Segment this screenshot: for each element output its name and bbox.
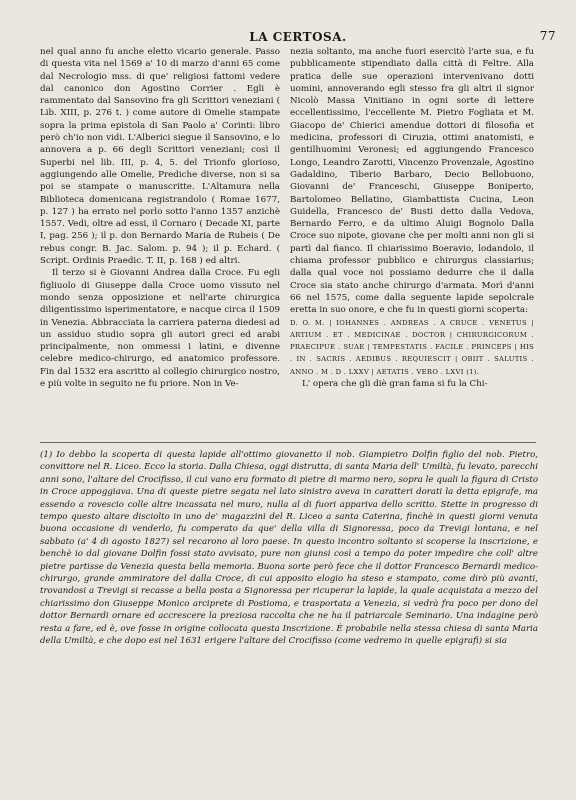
running-title: LA CERTOSA.: [249, 30, 347, 44]
body-paragraph: Il terzo si è Giovanni Andrea dalla Croce. Fu egli figliuolo di Giuseppe dalla Croce uomo vissuto nel mondo senza opposizione et nell'arte chirurgica diligentissimo isperimentatore, e nacque circa il 1509 in Venezia. Abbracciata la carriera paterna diedesi ad un assiduo studio sopra gli autori greci ed arabi principalmente, non ommessi i latini, e divenne celebre medico-chirurgo, ed anatomico professore. Fin dal 1532 era ascritto al collegio chirurgico nostro, e più volte in seguito ne fu priore. Non in Ve-: [40, 268, 280, 390]
body-paragraph: nel qual anno fu anche eletto vicario generale. Passo di questa vita nel 1569 a' 10 di marzo d'anni 65 come dal Necrologio mss. di que' religiosi fattomi vedere dal canonico don Agostino Corrier . Egli è rammentato dal Sansovino fra gli Scrittori veneziani ( Lib. XIII, p. 276 t. ) come autore di Omelie stampate sopra la prima epistola di San Paolo a' Corinti: libro però ch'io non vidi. L'Alberici siegue il Sansovino, e lo annovera a p. 66 degli Scrittori veneziani; così il Superbi nel lib. III, p. 4, 5. del Trionfo glorioso, aggiungendo alle Omelie, Prediche diverse, non si sa poi se stampate o manuscritte. L'Altamura nella Biblioteca domenicana registrandolo ( Romae 1677, p. 127 ) ha errato nel porlo sotto l'anno 1357 anzichè 1557. Vedi, oltre ad essi, il Cornaro ( Decade XI, parte I, pag. 256 ); il p. don Bernardo Maria de Rubeis ( De rebus congr. B. Jac. Salom. p. 94 ); il p. Echard. ( Script. Ordinis Praedic. T. II, p. 168 ) ed altri.: [40, 47, 280, 267]
running-head: [40, 30, 556, 44]
epitaph-inscription: D. O. M. | IOHANNES . ANDREAS . A CRUCE . VENETUS | ARTIUM . ET . MEDICINAE . DOCTOR | CHIRURGICORUM . PRAECIPUE . SUAE | TEMPESTATIS . FACILE . PRINCEPS | HIS . IN . SACRIS . AEDIBUS . REQUIESCIT | OBIIT . SALUTIS . ANNO . M . D . LXXV | AETATIS . VERO . LXVI (1).: [290, 318, 534, 376]
body-paragraph: L' opera che gli diè gran fama si fu la Chi-: [302, 379, 488, 390]
right-column: [290, 46, 534, 390]
body-paragraph: nezia soltanto, ma anche fuori esercitò l'arte sua, e fu pubblicamente stipendiato dalla città di Feltre. Alla pratica delle sue operazioni intervenivano dotti uomini, annoverando egli stesso fra gli altri il signor Nicolò Massa Vinitiano in ogni sorte di lettere eccellentissimo, l'eccellente M. Pietro Fogliata et M. Giacopo de' Chierici amendue dottori di filosofia et medicina, professori di Ciruzia, ottimi anatomisti, e gentilhuomini Veronesi; ed aggiungendo Francesco Longo, Leandro Zarotti, Vincenzo Provenzale, Agostino Gadaldino, Tiberio Barbaro, Decio Bellobuono, Giovanni de' Franceschi, Giuseppe Bonipertο, Bartolomeo Bellatino, Giambattista Cucina, Leon Guidella, Francesco de' Busti detto dalla Vedova, Bernardo Ferro, e da ultimo Aluigi Bognolo Dalla Croce suo nipote, giovane che per molti anni non gli si partì dal fianco. Il chiarissimo Boeravio, lodandolo, il chiama professor pubblico e chirurgus classiarius; dalla qual voce noi possiamo dedurre che il dalla Croce sia stato anche chirurgo d'armata. Morì d'anni 66 nel 1575, come dalla seguente lapide sepolcrale eretta in suo onore, e che fu in questi giorni scoperta:: [290, 47, 534, 316]
left-column: [40, 46, 280, 390]
page-number: 77: [539, 29, 556, 43]
footnote: (1) Io debbo la scoperta di questa lapide all'ottimo giovanetto il nob. Giampietro Dolfin figlio del nob. Pietro, convittore nel R. Liceo. Ecco la storia. Dalla Chiesa, oggi distrutta, di santa Maria dell' Umiltà, fu levato, parecchi anni sono, l'altare del Crocifisso, il cui vano era formato di pietre di marmo nero, sopra le quali la figura di Cristo in Croce appoggiava. Una di queste pietre segata nel lato sinistro aveva in caratteri dorati la detta epigrafe, ma essendo a rovescio colle altre incassata nel muro, nulla al di fuori appariva dello scritto. Stette in progresso di tempo questo altare disciolto in uno de' magazzini del R. Liceo a santa Caterina, finchè in questi giorni venuta buona occasione di venderlo, fu comperato da que' della villa di Signoressa, poco da Trevigi lontana, e nel sabbato (a' 4 di agosto 1827) sel recarono al loro paese. In questo incontro soltanto si scoperse la inscrizione, e benchè io dal giovane Dolfin fossi stato avvisato, pure non giunsi così a tempo da poter impedire che coll' altre pietre partisse da Venezia questa bella memoria. Buona sorte però fece che il dottor Francesco Bernardi medico-chirurgo, grande ammiratore del dalla Croce, di cui apposito elogio ha steso e stampato, come dirò più avanti, trovandosi a Trevigi si recasse a bella posta a Signoressa per ricuperar la lapide, la quale acquistata a mezzo del chiarissimo don Giuseppe Monico arciprete di Postioma, e trasportata a Venezia, si vedrà fra poco per dono del dottor Bernardi ornare ed accrescere la preziosa raccolta che ne ha il patriarcale Seminario. Una indagine però resta a fare, ed è, ove fosse in origine collocata questa Inscrizione. È probabile nella stessa chiesa di santa Maria della Umiltà, e che dopo esi nel 1631 erigere l'altare del Crocifisso (come vedremo in quelle epigrafi) si sia: [40, 450, 538, 647]
footnote-divider: [40, 442, 536, 443]
